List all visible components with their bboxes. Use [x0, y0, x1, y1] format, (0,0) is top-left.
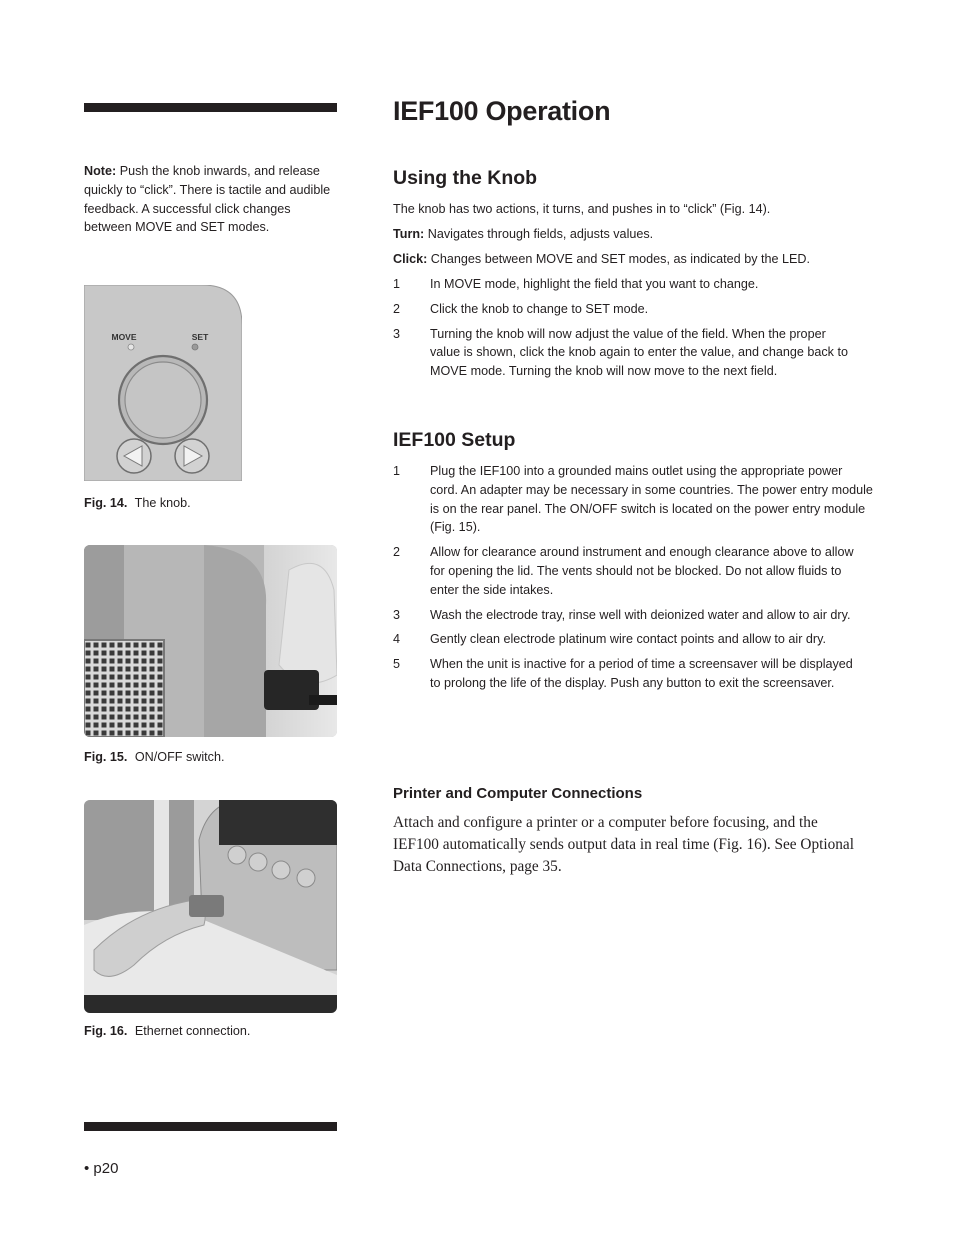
- set-led-icon: [192, 344, 198, 350]
- list-item: 3 Wash the electrode tray, rinse well with deionized water and allow to air dry.: [393, 607, 851, 622]
- figure-15-caption: [84, 750, 224, 764]
- move-led-icon: [128, 344, 134, 350]
- click-label: Click:: [393, 252, 428, 266]
- turn-label: Turn:: [393, 227, 425, 241]
- knob-move-label: MOVE: [111, 332, 137, 342]
- knob-section-heading: Using the Knob: [393, 167, 538, 189]
- turn-description: [393, 225, 873, 244]
- list-item: 2 Allow for clearance around instrument and enough clearance above to allow for opening the lid. The vents should not be blocked. Do not allow fluids to enter the side intakes.: [393, 545, 854, 597]
- click-text: Changes between MOVE and SET modes, as indicated by the LED.: [430, 252, 810, 266]
- figure-15-text: ON/OFF switch.: [134, 750, 225, 764]
- list-item: 3 Turning the knob will now adjust the value of the field. When the proper value is shown, click the knob again to enter the value, and change back to MOVE mode. Turning the knob will now move to the next field.: [393, 326, 848, 379]
- connections-text: Attach and configure a printer or a computer before focusing, and the IEF100 automatically sends output data in real time (Fig. 16). See Optional Data Connections, page 35.: [393, 814, 854, 875]
- list-item: 1 Plug the IEF100 into a grounded mains outlet using the appropriate power cord. An adapter may be necessary in some countries. The power entry module is on the rear panel. The ON/OFF switch is located on the power entry module (Fig. 15).: [393, 464, 873, 535]
- setup-section-heading: IEF100 Setup: [393, 429, 516, 451]
- list-item: 2 Click the knob to change to SET mode.: [393, 301, 649, 316]
- note-text: Push the knob inwards, and release quickly to “click”. There is tactile and audible feedback. A successful click changes between MOVE and SET modes.: [84, 164, 331, 235]
- top-rule: [84, 103, 337, 112]
- figure-knob: [84, 285, 242, 481]
- note-label: Note:: [84, 164, 117, 178]
- page-number: • p20: [84, 1160, 119, 1177]
- figure-15-label: Fig. 15.: [84, 750, 128, 764]
- click-description: [393, 250, 873, 269]
- list-item: 4 Gently clean electrode platinum wire contact points and allow to air dry.: [393, 632, 826, 647]
- figure-16-text: Ethernet connection.: [134, 1024, 251, 1038]
- figure-14-label: Fig. 14.: [84, 496, 128, 510]
- figure-on-off-switch: [84, 545, 337, 737]
- list-item: 1 In MOVE mode, highlight the field that you want to change.: [393, 277, 759, 291]
- knob-intro: The knob has two actions, it turns, and pushes in to “click” (Fig. 14).: [393, 202, 771, 216]
- ethernet-connection-photo: [84, 800, 337, 1013]
- bottom-rule: [84, 1122, 337, 1131]
- figure-14-text: The knob.: [134, 496, 191, 510]
- figure-16-label: Fig. 16.: [84, 1024, 128, 1038]
- setup-steps-list: [393, 462, 873, 699]
- figure-ethernet-connection: [84, 800, 337, 1013]
- list-item: 5 When the unit is inactive for a period of time a screensaver will be displayed to prolong the life of the display. Push any button to exit the screensaver.: [393, 657, 853, 690]
- knob-set-label: SET: [191, 332, 209, 342]
- connections-heading: Printer and Computer Connections: [393, 785, 643, 802]
- side-note: [84, 162, 340, 237]
- knob-steps-list: [393, 275, 873, 387]
- figure-14-caption: [84, 496, 191, 510]
- on-off-switch-photo: [84, 545, 337, 737]
- page-title: IEF100 Operation: [393, 96, 611, 126]
- knob-illustration: [84, 285, 242, 481]
- figure-16-caption: [84, 1024, 250, 1038]
- turn-text: Navigates through fields, adjusts values.: [427, 227, 654, 241]
